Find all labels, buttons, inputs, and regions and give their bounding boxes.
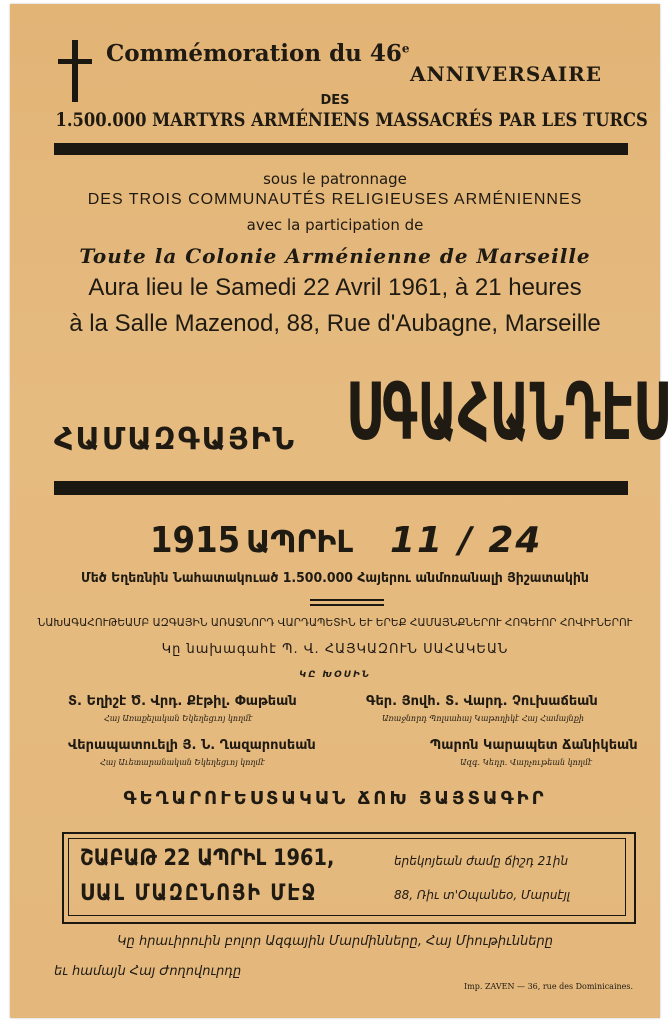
martyrs-headline: 1.500.000 MARTYRS ARMÉNIENS MASSACRÉS PAR LES TURCS <box>55 109 648 131</box>
box-time-line: երեկոյեան ժամը ճիշդ 21ին <box>394 854 569 868</box>
armenian-title-right: ՍԳԱՀԱՆԴԷՍ <box>346 368 669 458</box>
colonie-text: Toute la Colonie Arménienne de Marseille <box>79 244 591 268</box>
program-heading: ԳԵՂԱՐՈՒԵՍՏԱԿԱՆ ՃՈԽ ՅԱՅՏԱԳԻՐ <box>123 788 547 809</box>
speaker-4-name: Պարոն Կարապետ Ճանիկեան <box>430 738 638 753</box>
box-date-line: ՇԱԲԱԹ 22 ԱՊՐԻԼ 1961, <box>80 846 335 871</box>
poster <box>10 4 669 1018</box>
day-11-24: 11 / 24 <box>390 520 543 561</box>
speaker-3-name: Վերապատուելի Յ. Ն. Ղազարոսեան <box>68 738 316 753</box>
divider-bar-middle <box>54 481 628 495</box>
speaker-3-role: Հայ Աւետարանական Եկեղեցւոյ կողմէ <box>100 758 265 767</box>
footer-line1: Կը հրաւիրուին բոլոր Ազգային Մարմինները, Հայ Միութիւնները <box>117 934 553 949</box>
speaker-2-role: Առաջնորդ Պոլսահայ Կաթողիկէ Հայ Համայնքի <box>382 714 584 723</box>
commemoration-title: Commémoration du 46e <box>106 40 410 67</box>
armenian-title-left: ՀԱՄԱԶԳԱՅԻՆ <box>54 422 297 457</box>
patronage-line3: avec la participation de <box>246 216 424 234</box>
box-address-line: 88, Ռիւ տ'Օպանեօ, Մարսէյլ <box>394 888 571 902</box>
divider-bar-top <box>54 143 628 155</box>
footer-line2: եւ համայն Հայ Ժողովուրդը <box>54 964 242 979</box>
speaker-2-name: Գեր. Յովհ. Տ. Վարդ. Չուխաճեան <box>366 694 598 709</box>
event-line1: Aura lieu le Samedi 22 Avril 1961, à 21 heures <box>88 274 582 301</box>
month-april: ԱՊՐԻԼ <box>246 525 354 560</box>
patronage-line2: DES TROIS COMMUNAUTÉS RELIGIEUSES ARMÉNIENNES <box>87 191 583 208</box>
box-venue-line: ՍԱԼ ՄԱԶԸՆՈՅԻ ՄԷՋ <box>80 881 318 906</box>
year-1915: 1915 <box>150 520 241 561</box>
anniversaire-text: ANNIVERSAIRE <box>410 62 602 86</box>
cross-icon-bar <box>58 59 92 64</box>
double-rule-2 <box>310 604 384 606</box>
speakers-heading: ԿԸ ԽՕՍԻՆ <box>299 670 371 680</box>
presiding-line1: ՆԱԽԱԳԱՀՈՒԹԵԱՄԲ ԱԶԳԱՅԻՆ ԱՌԱՋՆՈՐԴ ՎԱՐԴԱՊԵՏԻՆ ԵՒ ԵՐԵՔ ՀԱՄԱՅՆՔՆԵՐՈՒ ՀՈԳԵՒՈՐ ՀՈՎԻՒՆԵՐՈՒ <box>37 616 633 629</box>
des-text: DES <box>320 93 350 108</box>
event-line2: à la Salle Mazenod, 88, Rue d'Aubagne, Marseille <box>69 310 601 337</box>
speaker-1-role: Հայ Առաքելական Եկեղեցւոյ կողմէ <box>104 714 253 723</box>
patronage-line1: sous le patronnage <box>263 170 407 188</box>
printer-credit: Imp. ZAVEN — 36, rue des Dominicaines. <box>464 982 634 991</box>
speaker-4-role: Ազգ. Կեդր. Վարչութեան կողմէ <box>460 758 593 767</box>
double-rule-1 <box>310 599 384 601</box>
presiding-line2: Կը նախագահէ Պ. Վ. ՀԱՅԿԱԶՈՒՆ ՍԱՀԱԿԵԱՆ <box>161 642 509 657</box>
speaker-1-name: Տ. Եղիշէ Ծ. Վրդ. Քէթիլ. Փաթեան <box>68 694 297 709</box>
subtitle-armenian: Մեծ Եղեռնին Նահատակուած 1.500.000 Հայերու անմոռանալի Յիշատակին <box>81 571 589 586</box>
